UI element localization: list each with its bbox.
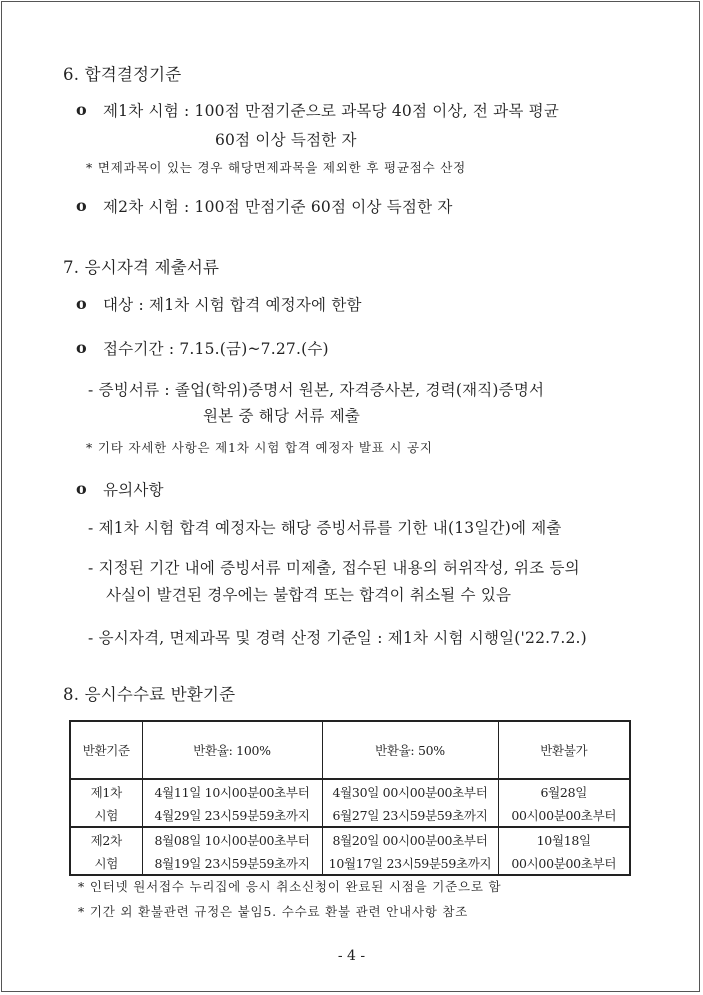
exam1-criteria-line2: 60점 이상 득점한 자 bbox=[215, 131, 357, 149]
header-refund-100: 반환율: 100% bbox=[142, 721, 322, 779]
header-refund-basis: 반환기준 bbox=[70, 721, 142, 779]
no-refund-time: 00시00분00초부터 bbox=[498, 851, 630, 875]
refund-50-start: 8월20일 00시00분00초부터 bbox=[322, 827, 498, 851]
cancel-basis-note: * 인터넷 원서접수 누리집에 응시 취소신청이 완료된 시점을 기준으로 함 bbox=[78, 879, 502, 894]
exam-label: 제1차 bbox=[70, 779, 142, 803]
refund-table-header-row bbox=[70, 721, 630, 779]
section-7-heading: 7. 응시자격 제출서류 bbox=[63, 258, 220, 277]
refund-50-start: 4월30일 00시00분00초부터 bbox=[322, 779, 498, 803]
refund-100-start: 8월08일 10시00분00초부터 bbox=[142, 827, 322, 851]
exam-label: 시험 bbox=[70, 803, 142, 827]
refund-100-end: 4월29일 23시59분59초까지 bbox=[142, 803, 322, 827]
header-refund-50: 반환율: 50% bbox=[322, 721, 498, 779]
caution-item-1: - 제1차 시험 합격 예정자는 해당 증빙서류를 기한 내(13일간)에 제출 bbox=[88, 519, 562, 537]
details-note: * 기타 자세한 사항은 제1차 시험 합격 예정자 발표 시 공지 bbox=[86, 440, 433, 455]
exam-label: 시험 bbox=[70, 851, 142, 875]
supporting-docs-line1: - 증빙서류 : 졸업(학위)증명서 원본, 자격증사본, 경력(재직)증명서 bbox=[88, 381, 545, 399]
submission-period: 접수기간 : 7.15.(금)~7.27.(수) bbox=[103, 340, 329, 358]
exemption-note: * 면제과목이 있는 경우 해당면제과목을 제외한 후 평균점수 산정 bbox=[86, 160, 466, 175]
refund-rules-note: * 기간 외 환불관련 규정은 붙임5. 수수료 환불 관련 안내사항 참조 bbox=[78, 904, 469, 919]
bullet-marker: o bbox=[76, 196, 87, 215]
exam1-criteria-line1: 제1차 시험 : 100점 만점기준으로 과목당 40점 이상, 전 과목 평균 bbox=[103, 102, 559, 120]
bullet-marker: o bbox=[76, 338, 87, 357]
refund-100-start: 4월11일 10시00분00초부터 bbox=[142, 779, 322, 803]
bullet-marker: o bbox=[76, 100, 87, 119]
target-line: 대상 : 제1차 시험 합격 예정자에 한함 bbox=[103, 296, 362, 314]
section-8-heading: 8. 응시수수료 반환기준 bbox=[63, 685, 236, 704]
refund-50-end: 10월17일 23시59분59초까지 bbox=[322, 851, 498, 875]
caution-item-2-line1: - 지정된 기간 내에 증빙서류 미제출, 접수된 내용의 허위작성, 위조 등의 bbox=[88, 559, 580, 577]
table-row bbox=[70, 779, 630, 803]
table-row bbox=[70, 803, 630, 827]
caution-item-3: - 응시자격, 면제과목 및 경력 산정 기준일 : 제1차 시험 시행일('22.7.2.) bbox=[88, 629, 587, 647]
exam2-criteria: 제2차 시험 : 100점 만점기준 60점 이상 득점한 자 bbox=[103, 198, 453, 216]
no-refund-time: 00시00분00초부터 bbox=[498, 803, 630, 827]
no-refund-date: 6월28일 bbox=[498, 779, 630, 803]
exam-label: 제2차 bbox=[70, 827, 142, 851]
caution-item-2-line2: 사실이 발견된 경우에는 불합격 또는 합격이 취소될 수 있음 bbox=[106, 586, 512, 604]
refund-50-end: 6월27일 23시59분59초까지 bbox=[322, 803, 498, 827]
header-no-refund: 반환불가 bbox=[498, 721, 630, 779]
caution-title: 유의사항 bbox=[103, 481, 164, 499]
supporting-docs-line2: 원본 중 해당 서류 제출 bbox=[203, 407, 361, 425]
refund-100-end: 8월19일 23시59분59초까지 bbox=[142, 851, 322, 875]
section-6-heading: 6. 합격결정기준 bbox=[63, 65, 182, 84]
bullet-marker: o bbox=[76, 479, 87, 498]
page-number: - 4 - bbox=[337, 948, 366, 964]
table-row bbox=[70, 827, 630, 851]
bullet-marker: o bbox=[76, 294, 87, 313]
no-refund-date: 10월18일 bbox=[498, 827, 630, 851]
table-row bbox=[70, 851, 630, 875]
refund-table bbox=[69, 720, 631, 876]
